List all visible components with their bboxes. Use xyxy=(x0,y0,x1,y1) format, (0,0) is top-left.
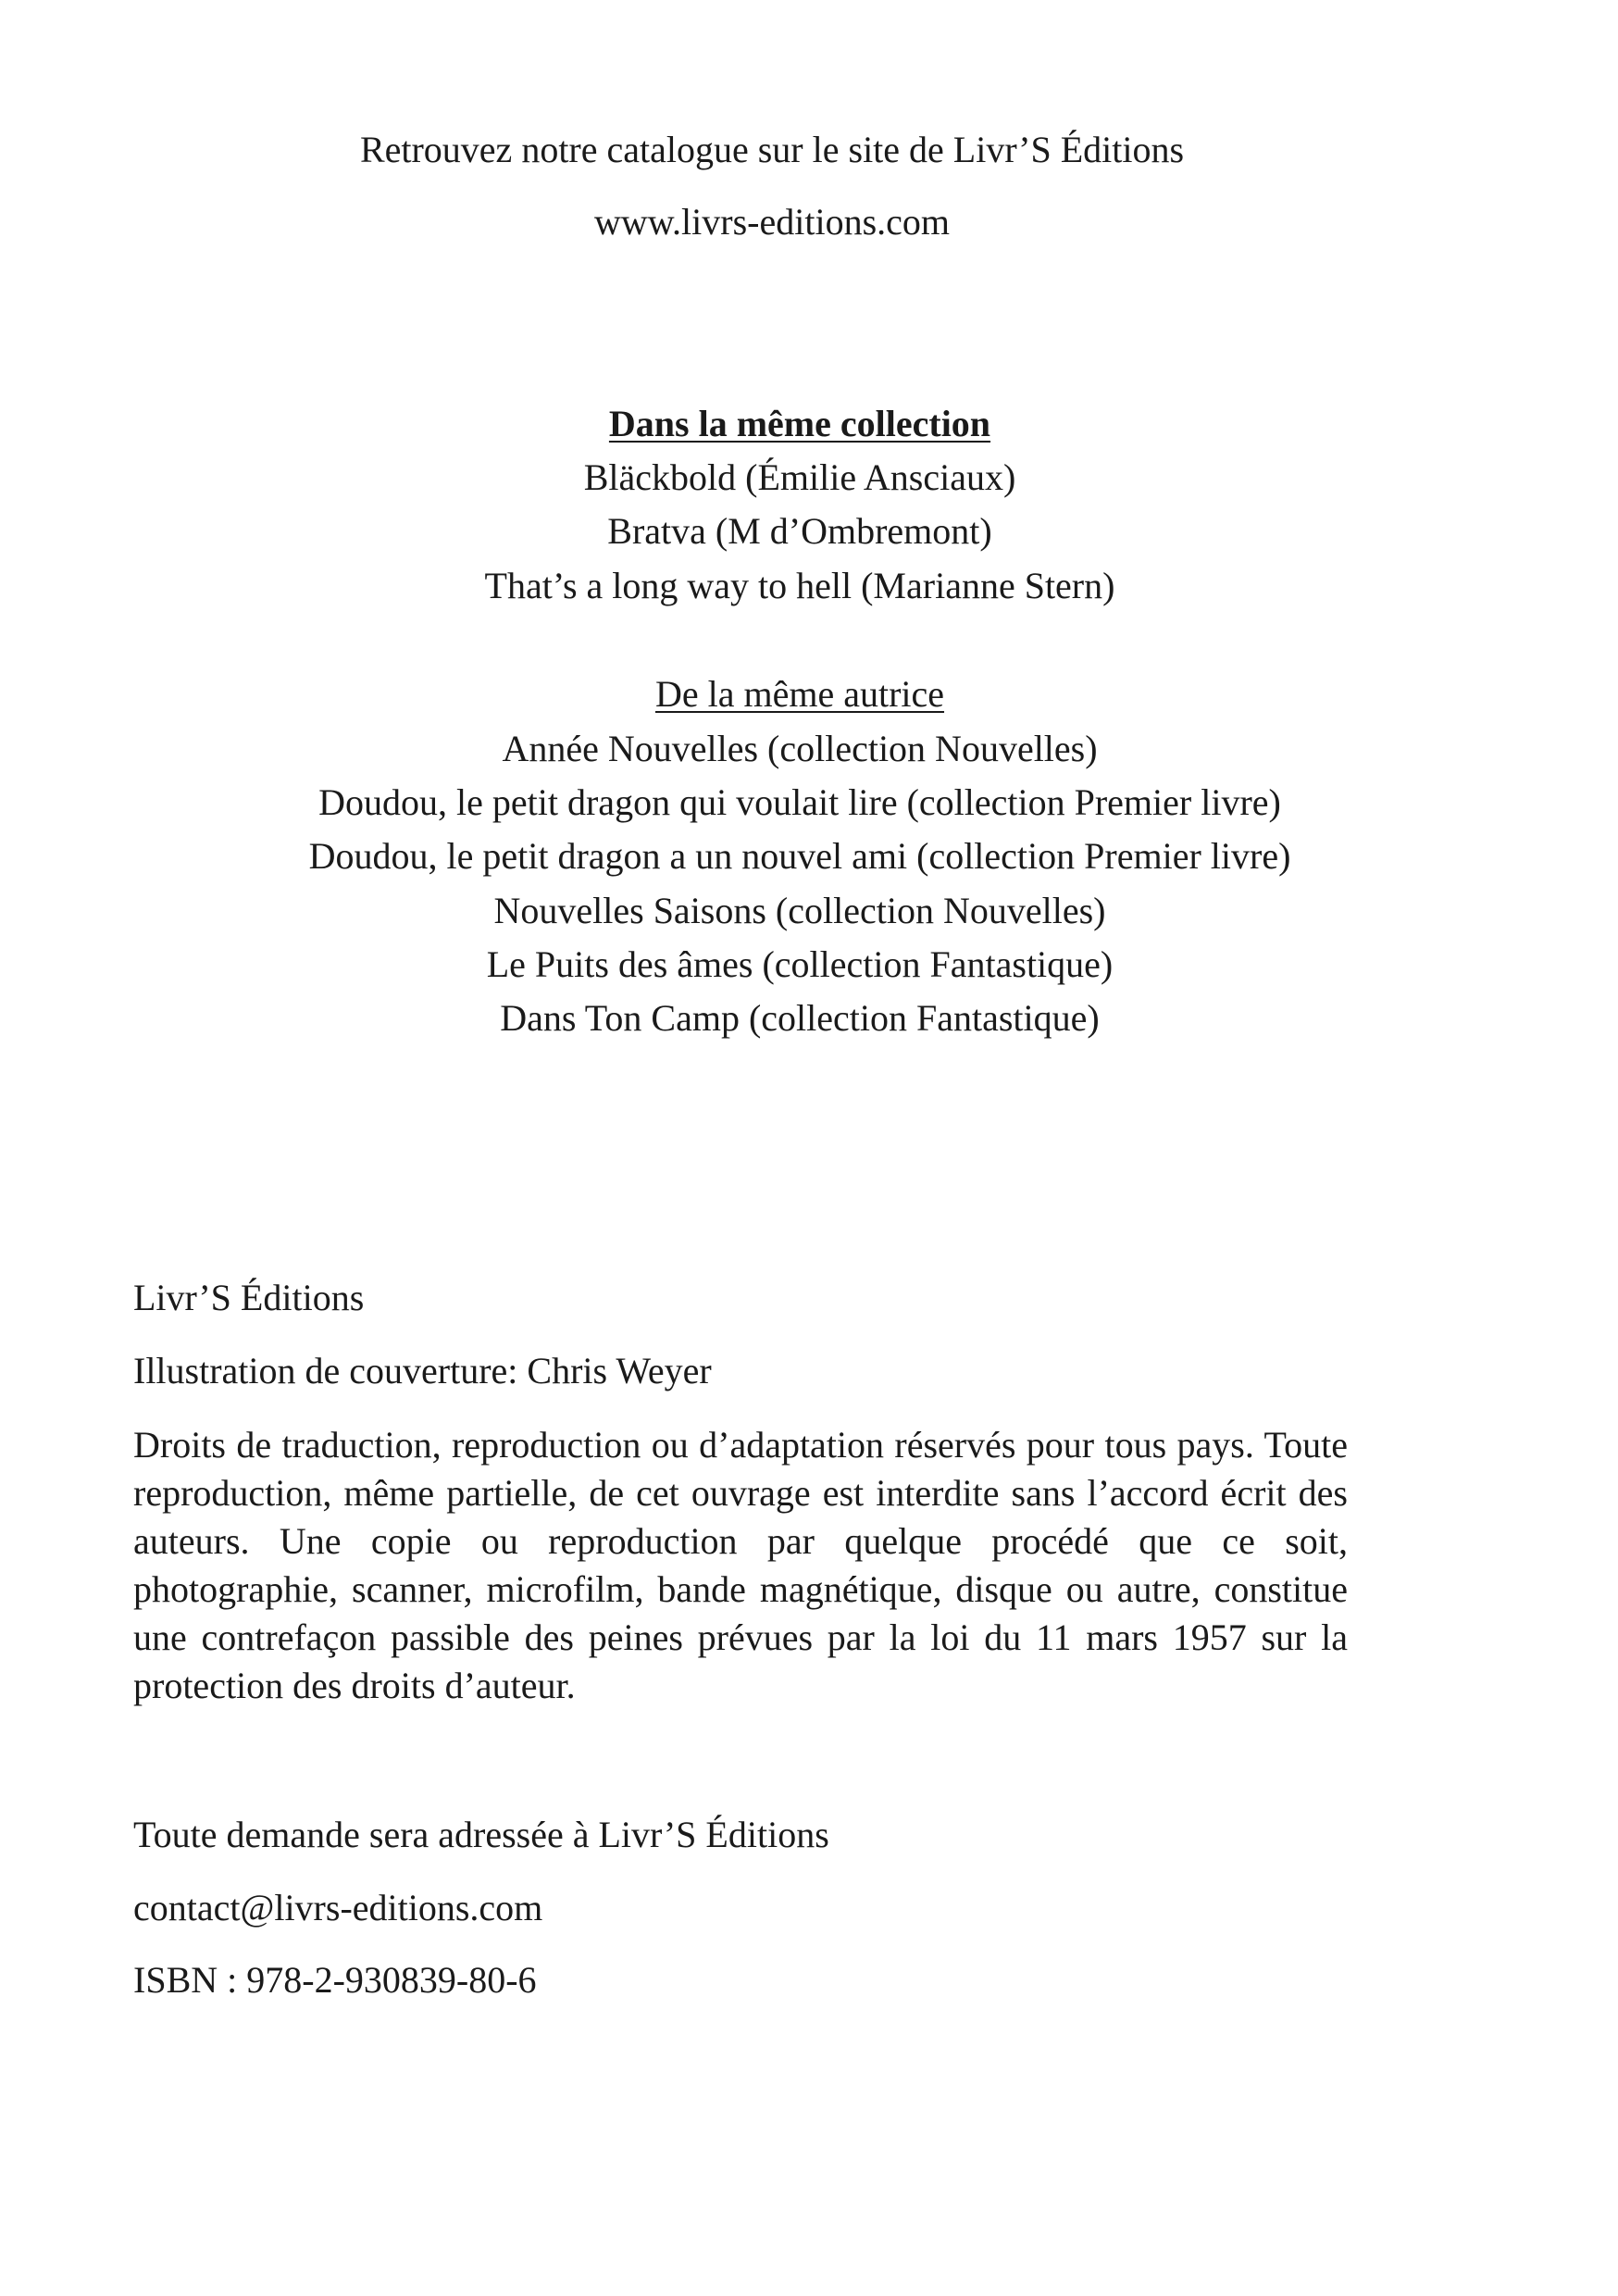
cover-illustration-credit: Illustration de couverture: Chris Weyer xyxy=(133,1350,712,1391)
contact-email[interactable]: contact@livrs-editions.com xyxy=(133,1887,543,1928)
website-link[interactable]: www.livrs-editions.com xyxy=(593,201,951,243)
request-line: Toute demande sera adressée à Livr’S Éditions xyxy=(133,1814,829,1855)
same-author-item: Année Nouvelles (collection Nouvelles) xyxy=(502,728,1098,769)
same-author-item: Nouvelles Saisons (collection Nouvelles) xyxy=(493,890,1106,931)
same-collection-heading: Dans la même collection xyxy=(608,403,991,444)
same-author-item: Doudou, le petit dragon qui voulait lire (collection Premier livre) xyxy=(318,781,1281,823)
same-author-item: Le Puits des âmes (collection Fantastique) xyxy=(486,943,1114,985)
publisher-name: Livr’S Éditions xyxy=(133,1277,365,1318)
same-collection-item: That’s a long way to hell (Marianne Stern) xyxy=(484,565,1115,606)
same-author-heading: De la même autrice xyxy=(654,673,945,715)
isbn: ISBN : 978-2-930839-80-6 xyxy=(133,1959,537,2001)
same-collection-item: Bratva (M d’Ombremont) xyxy=(607,510,992,552)
catalogue-line: Retrouvez notre catalogue sur le site de Livr’S Éditions xyxy=(359,129,1185,170)
rights-notice: Droits de traduction, reproduction ou d’adaptation réservés pour tous pays. Toute reproduction, même partielle, de cet ouvrage est interdite sans l’accord écrit des auteurs. Une copie ou reproduction par quelque procédé que ce soit, photographie, scanner, microfilm, bande magnétique, disque ou autre, constitue une contrefaçon passible des peines prévues par la loi du 11 mars 1957 sur la protection des droits d’auteur. xyxy=(133,1424,1348,1706)
same-author-item: Doudou, le petit dragon a un nouvel ami (collection Premier livre) xyxy=(308,835,1291,877)
same-author-item: Dans Ton Camp (collection Fantastique) xyxy=(500,997,1100,1039)
same-collection-item: Bläckbold (Émilie Ansciaux) xyxy=(583,456,1016,498)
